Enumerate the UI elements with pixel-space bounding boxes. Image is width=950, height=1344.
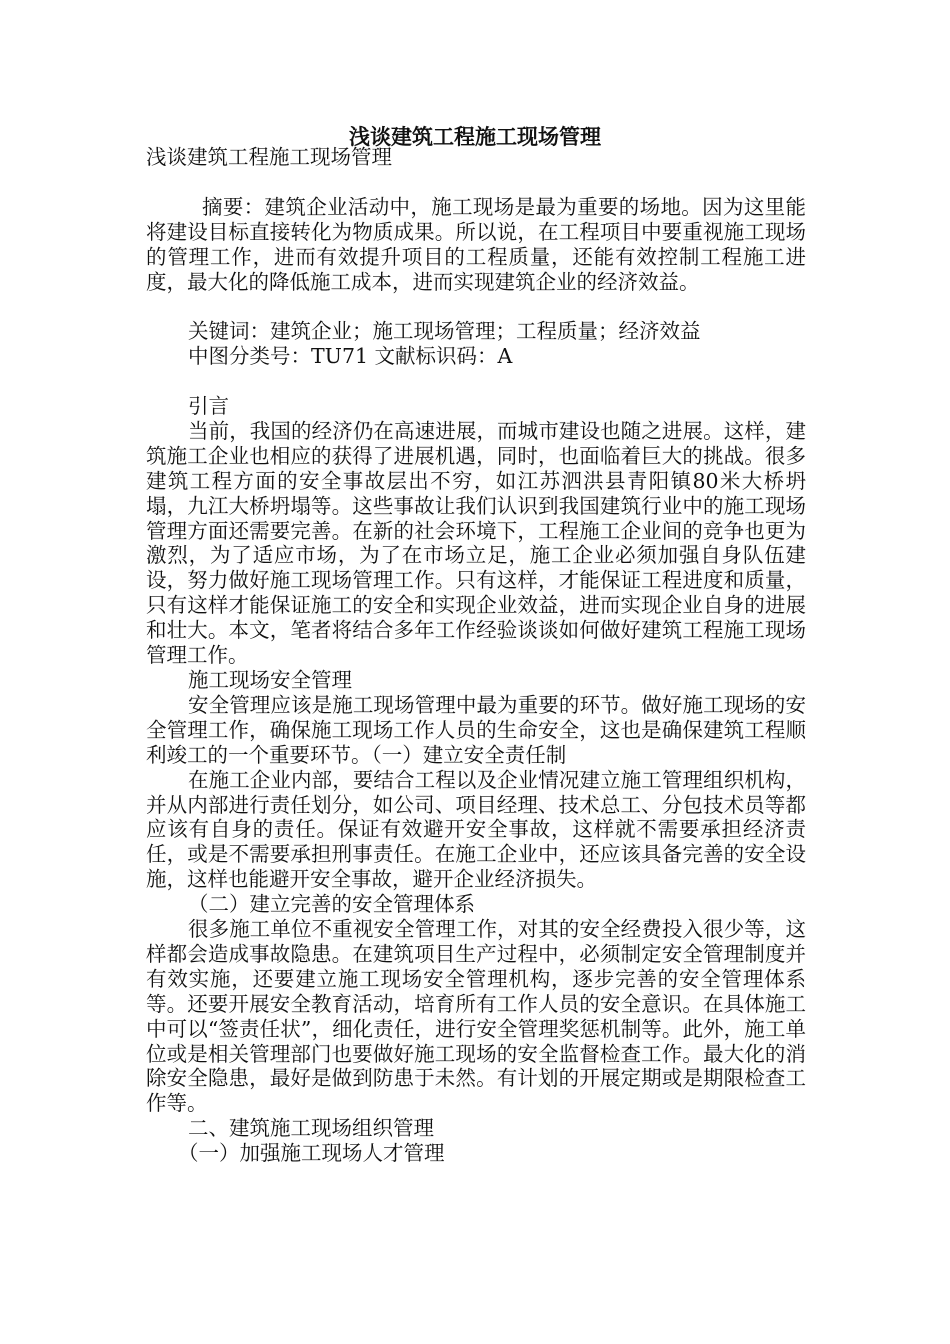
document-subtitle: 浅谈建筑工程施工现场管理 xyxy=(146,145,392,169)
blank-line xyxy=(146,170,806,195)
system-paragraph: 很多施工单位不重视安全管理工作，对其的安全经费投入很少等，这样都会造成事故隐患。在建筑项目生产过程中，必须制定安全管理制度并有效实施，还要建立施工现场安全管理机构，逐步完善的安全管理体系等。还要开展安全教育活动，培育所有工作人员的安全意识。在具体施工中可以“签责任状”，细化责任，进行安全管理奖惩机制等。此外，施工单位或是相关管理部门也要做好施工现场的安全监督检查工作。最大化的消除安全隐患，最好是做到防患于未然。有计划的开展定期或是期限检查工作等。 xyxy=(146,917,806,1116)
blank-line xyxy=(146,294,806,319)
keywords-line: 关键词：建筑企业；施工现场管理；工程质量；经济效益 xyxy=(188,319,701,344)
intro-paragraph: 当前，我国的经济仍在高速进展，而城市建设也随之进展。这样，建筑施工企业也相应的获得了进展机遇，同时，也面临着巨大的挑战。很多建筑工程方面的安全事故层出不穷，如江苏泗洪县青阳镇80米大桥坍塌，九江大桥坍塌等。这些事故让我们认识到我国建筑行业中的施工现场管理方面还需要完善。在新的社会环境下，工程施工企业间的竞争也更为激烈，为了适应市场，为了在市场立足，施工企业必须加强自身队伍建设，努力做好施工现场管理工作。只有这样，才能保证工程进度和质量，只有这样才能保证施工的安全和实现企业效益，进而实现企业自身的进展和壮大。本文，笔者将结合多年工作经验谈谈如何做好建筑工程施工现场管理工作。 xyxy=(146,418,806,668)
document-body xyxy=(146,145,806,1166)
document-title: 浅谈建筑工程施工现场管理 xyxy=(349,124,601,149)
intro-heading: 引言 xyxy=(188,394,229,419)
classification-line: 中图分类号：TU71 文献标识码：A xyxy=(188,344,513,369)
safety-paragraph: 安全管理应该是施工现场管理中最为重要的环节。做好施工现场的安全管理工作，确保施工现场工作人员的生命安全，这也是确保建筑工程顺利竣工的一个重要环节。（一）建立安全责任制 xyxy=(146,692,806,767)
organization-heading: 二、建筑施工现场组织管理 xyxy=(188,1116,434,1141)
safety-heading: 施工现场安全管理 xyxy=(188,667,352,692)
talent-heading: （一）加强施工现场人才管理 xyxy=(178,1141,445,1166)
abstract-paragraph: 摘要：建筑企业活动中，施工现场是最为重要的场地。因为这里能将建设目标直接转化为物质成果。所以说，在工程项目中要重视施工现场的管理工作，进而有效提升项目的工程质量，还能有效控制工程施工进度，最大化的降低施工成本，进而实现建筑企业的经济效益。 xyxy=(146,194,806,294)
blank-line xyxy=(146,369,806,394)
responsibility-paragraph: 在施工企业内部，要结合工程以及企业情况建立施工管理组织机构，并从内部进行责任划分，如公司、项目经理、技术总工、分包技术员等都应该有自身的责任。保证有效避开安全事故，这样就不需要承担经济责任，或是不需要承担刑事责任。在施工企业中，还应该具备完善的安全设施，这样也能避开安全事故，避开企业经济损失。 xyxy=(146,767,806,892)
system-heading: （二）建立完善的安全管理体系 xyxy=(188,892,475,917)
